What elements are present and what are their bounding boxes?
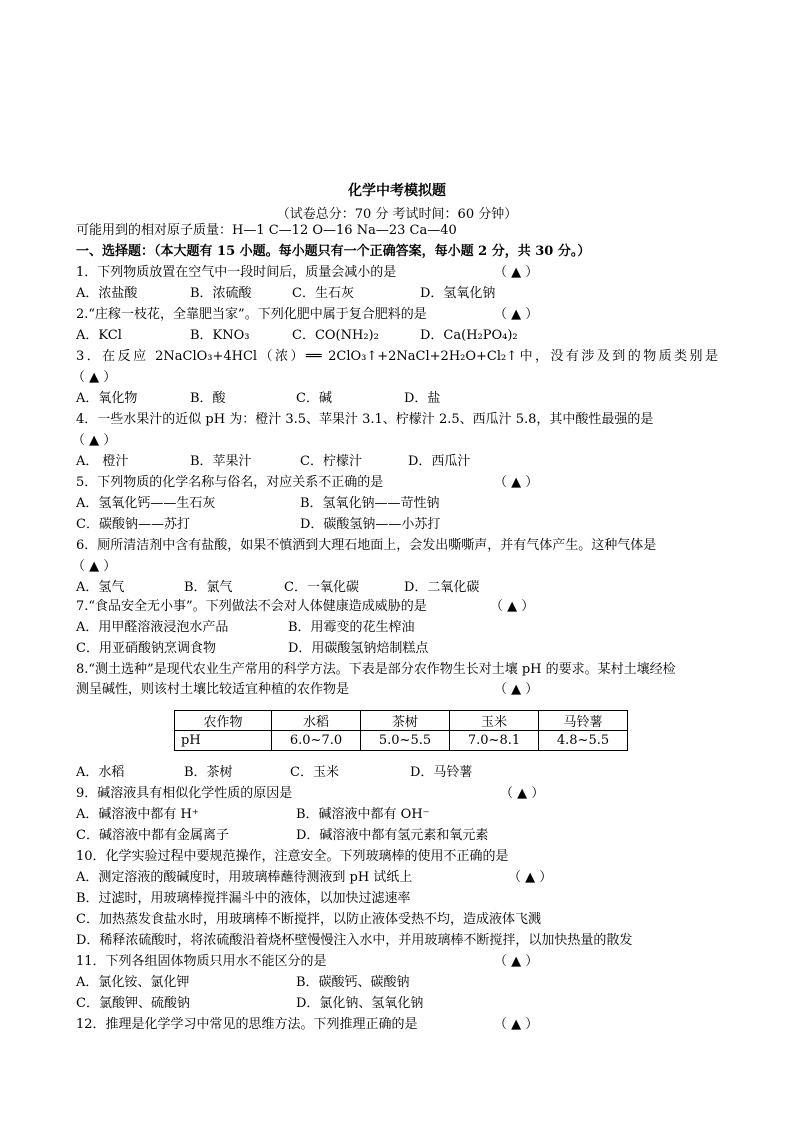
option: D．盐 (404, 391, 441, 406)
table-cell: 马铃薯 (539, 711, 628, 731)
option: C．碳酸钠——苏打 (76, 517, 190, 532)
table-header-row (175, 711, 628, 731)
option: B．茶树 (184, 765, 233, 780)
table-cell: 6.0~7.0 (272, 731, 361, 751)
option: C．一氧化碳 (284, 580, 359, 595)
option: A．测定溶液的酸碱度时，用玻璃棒蘸待测液到 pH 试纸上 (76, 870, 413, 885)
table-cell: 7.0~8.1 (450, 731, 539, 751)
exam-title: 化学中考模拟题 (348, 183, 446, 199)
question-stem: 8.“测土选种”是现代农业生产常用的科学方法。下表是部分农作物生长对土壤 pH 的要求。某村土壤经检 (76, 662, 676, 677)
option: A．用甲醛溶液浸泡水产品 (76, 620, 229, 635)
answer-mark: （ ▲ ） (72, 559, 117, 574)
option: C．CO(NH₂)₂ (292, 328, 379, 343)
option: B．苹果汁 (190, 454, 252, 469)
option: B．浓硫酸 (190, 286, 252, 301)
table-cell: 茶树 (361, 711, 450, 731)
option: C．碱 (296, 391, 332, 406)
option: D．氢氧化钠 (420, 286, 496, 301)
exam-subtitle: （试卷总分：70 分 考试时间：60 分钟） (276, 207, 518, 222)
table-row (175, 731, 628, 751)
option: D．碱溶液中都有氢元素和氧元素 (296, 828, 489, 843)
question-stem: 9．碱溶液具有相似化学性质的原因是 (76, 786, 293, 801)
option: A．氯化铵、氯化钾 (76, 975, 190, 990)
question-stem: 3．在反应 2NaClO₃+4HCl（浓）══ 2ClO₃↑+2NaCl+2H₂O+Cl₂↑中，没有涉及到的物质类别是 (76, 349, 718, 364)
option: C．生石灰 (292, 286, 354, 301)
option: D．用碳酸氢钠焙制糕点 (288, 641, 429, 656)
atomic-masses: 可能用到的相对原子质量：H—1 C—12 O—16 Na—23 Ca—40 (76, 223, 457, 238)
option: D．西瓜汁 (408, 454, 471, 469)
answer-mark: （ ▲ ） (494, 307, 539, 322)
section-heading: 一、选择题：（本大题有 15 小题。每小题只有一个正确答案，每小题 2 分，共 30 分。） (76, 244, 591, 259)
table-cell: 4.8~5.5 (539, 731, 628, 751)
answer-mark: （ ▲ ） (494, 682, 539, 697)
option: B．碱溶液中都有 OH⁻ (296, 807, 430, 822)
option: A． 橙汁 (76, 454, 129, 469)
option: B．过滤时，用玻璃棒搅拌漏斗中的液体，以加快过滤速率 (76, 891, 411, 906)
answer-mark: （ ▲ ） (490, 599, 535, 614)
table-cell: 玉米 (450, 711, 539, 731)
answer-mark: （ ▲ ） (494, 475, 539, 490)
answer-mark: （ ▲ ） (500, 786, 545, 801)
option: C．加热蒸发食盐水时，用玻璃棒不断搅拌，以防止液体受热不均，造成液体飞溅 (76, 912, 541, 927)
table-cell: 水稻 (272, 711, 361, 731)
option: D．Ca(H₂PO₄)₂ (420, 328, 518, 343)
option: D．碳酸氢钠——小苏打 (300, 517, 441, 532)
option: C．氯酸钾、硫酸钠 (76, 996, 190, 1011)
option: B．酸 (190, 391, 226, 406)
option: A．氢气 (76, 580, 125, 595)
table-cell: pH (175, 731, 272, 751)
question-stem: 7.“食品安全无小事”。下列做法不会对人体健康造成威胁的是 (76, 599, 427, 614)
question-stem-continued: 测呈碱性，则该村土壤比较适宜种植的农作物是 (76, 682, 350, 697)
question-stem: 5．下列物质的化学名称与俗名，对应关系不正确的是 (76, 475, 384, 490)
question-stem: 11．下列各组固体物质只用水不能区分的是 (76, 954, 327, 969)
answer-mark: （ ▲ ） (72, 433, 117, 448)
option: D．氯化钠、氢氧化钠 (296, 996, 424, 1011)
option: C．用亚硝酸钠烹调食物 (76, 641, 216, 656)
option: D．稀释浓硫酸时，将浓硫酸沿着烧杯壁慢慢注入水中，并用玻璃棒不断搅拌，以加快热量的散发 (76, 933, 633, 948)
option: D．马铃薯 (410, 765, 473, 780)
answer-mark: （ ▲ ） (72, 370, 117, 385)
question-stem: 1．下列物质放置在空气中一段时间后，质量会减小的是 (76, 265, 397, 280)
option: B．碳酸钙、碳酸钠 (296, 975, 410, 990)
question-stem: 4．一些水果汁的近似 pH 为：橙汁 3.5、苹果汁 3.1、柠檬汁 2.5、西瓜汁 5.8，其中酸性最强的是 (76, 412, 654, 427)
table-cell: 5.0~5.5 (361, 731, 450, 751)
answer-mark: （ ▲ ） (494, 265, 539, 280)
option: A．氢氧化钙——生石灰 (76, 496, 216, 511)
option: B．氢氧化钠——苛性钠 (300, 496, 440, 511)
option: B．氯气 (184, 580, 233, 595)
answer-mark: （ ▲ ） (494, 1017, 539, 1032)
option: A．氧化物 (76, 391, 138, 406)
question-stem: 2.“庄稼一枝花，全靠肥当家”。下列化肥中属于复合肥料的是 (76, 307, 427, 322)
option: A．水稻 (76, 765, 125, 780)
option: A．KCl (76, 328, 122, 343)
question-stem: 10．化学实验过程中要规范操作，注意安全。下列玻璃棒的使用不正确的是 (76, 849, 509, 864)
option: A．浓盐酸 (76, 286, 138, 301)
question-stem: 12．推理是化学学习中常见的思维方法。下列推理正确的是 (76, 1017, 418, 1032)
question-stem: 6．厕所清洁剂中含有盐酸，如果不慎洒到大理石地面上，会发出嘶嘶声，并有气体产生。这种气体是 (76, 538, 657, 553)
option: C．玉米 (290, 765, 339, 780)
option: B．用霉变的花生榨油 (288, 620, 415, 635)
option: D．二氧化碳 (404, 580, 480, 595)
option: A．碱溶液中都有 H⁺ (76, 807, 199, 822)
answer-mark: （ ▲ ） (494, 954, 539, 969)
option: B．KNO₃ (190, 328, 250, 343)
table-cell: 农作物 (175, 711, 272, 731)
option: C．碱溶液中都有金属离子 (76, 828, 229, 843)
answer-mark: （ ▲ ） (508, 870, 553, 885)
option: C．柠檬汁 (300, 454, 362, 469)
crop-ph-table (174, 710, 628, 751)
